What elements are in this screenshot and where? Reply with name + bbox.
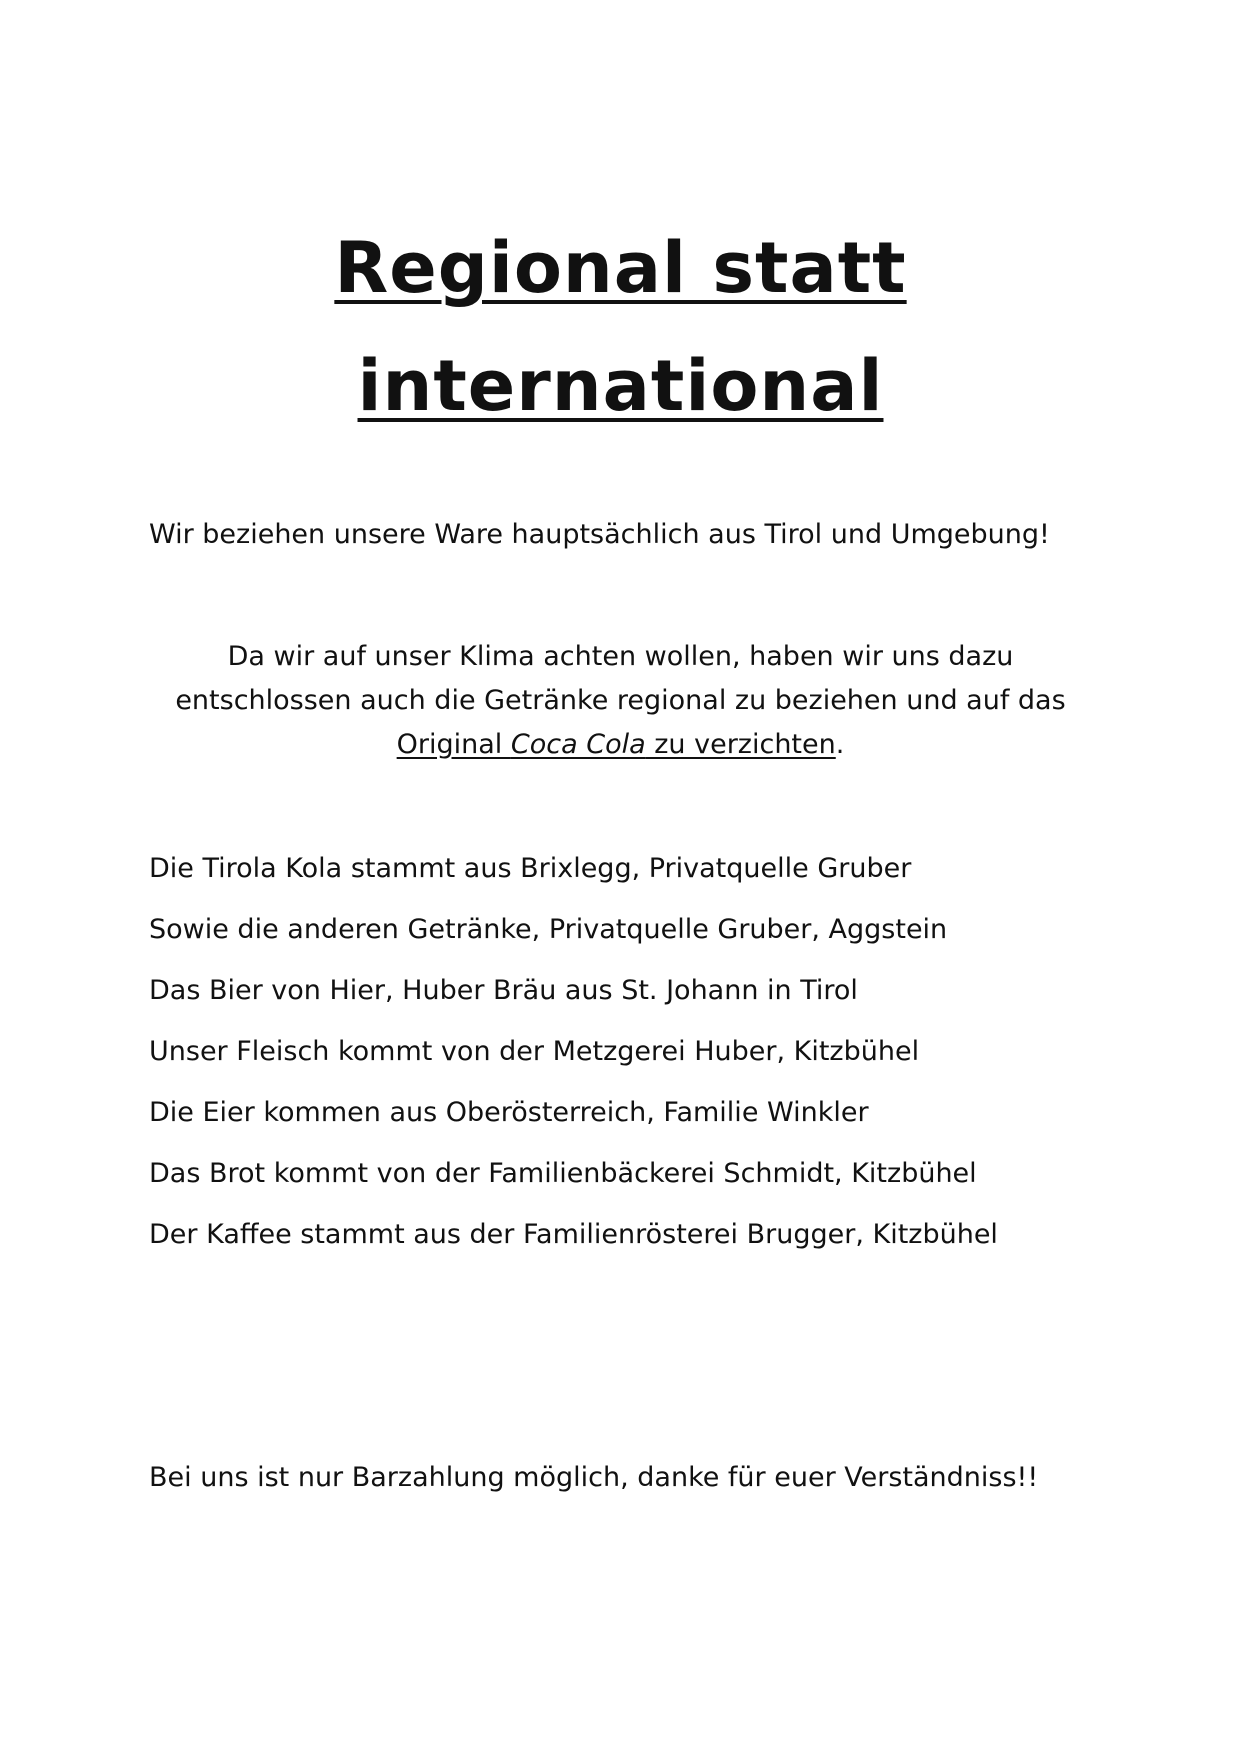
list-item: Das Brot kommt von der Familienbäckerei Schmidt, Kitzbühel bbox=[149, 1158, 977, 1189]
list-item: Unser Fleisch kommt von der Metzgerei Huber, Kitzbühel bbox=[149, 1036, 920, 1067]
verzichten-label: zu verzichten bbox=[645, 729, 836, 760]
list-item: Das Bier von Hier, Huber Bräu aus St. Johann in Tirol bbox=[149, 975, 858, 1006]
coca-cola-label: Coca Cola bbox=[510, 729, 646, 760]
climate-text-line-3 bbox=[0, 728, 1241, 762]
original-label: Original bbox=[396, 729, 511, 760]
list-item: Die Eier kommen aus Oberösterreich, Familie Winkler bbox=[149, 1097, 869, 1128]
payment-notice: Bei uns ist nur Barzahlung möglich, danke für euer Verständniss!! bbox=[149, 1462, 1039, 1493]
list-item: Die Tirola Kola stammt aus Brixlegg, Privatquelle Gruber bbox=[149, 853, 912, 884]
list-item: Der Kaffee stammt aus der Familienrösterei Brugger, Kitzbühel bbox=[149, 1219, 998, 1250]
page-title-line-2: international bbox=[357, 345, 884, 427]
list-item: Sowie die anderen Getränke, Privatquelle Gruber, Aggstein bbox=[149, 914, 948, 945]
period: . bbox=[835, 729, 845, 760]
intro-text: Wir beziehen unsere Ware hauptsächlich aus Tirol und Umgebung! bbox=[149, 519, 1050, 550]
climate-text-line-1: Da wir auf unser Klima achten wollen, haben wir uns dazu bbox=[227, 641, 1014, 672]
climate-text-line-2: entschlossen auch die Getränke regional zu beziehen und auf das bbox=[175, 685, 1066, 716]
page-title-line-1: Regional statt bbox=[334, 227, 907, 309]
supplier-list bbox=[149, 852, 998, 1279]
